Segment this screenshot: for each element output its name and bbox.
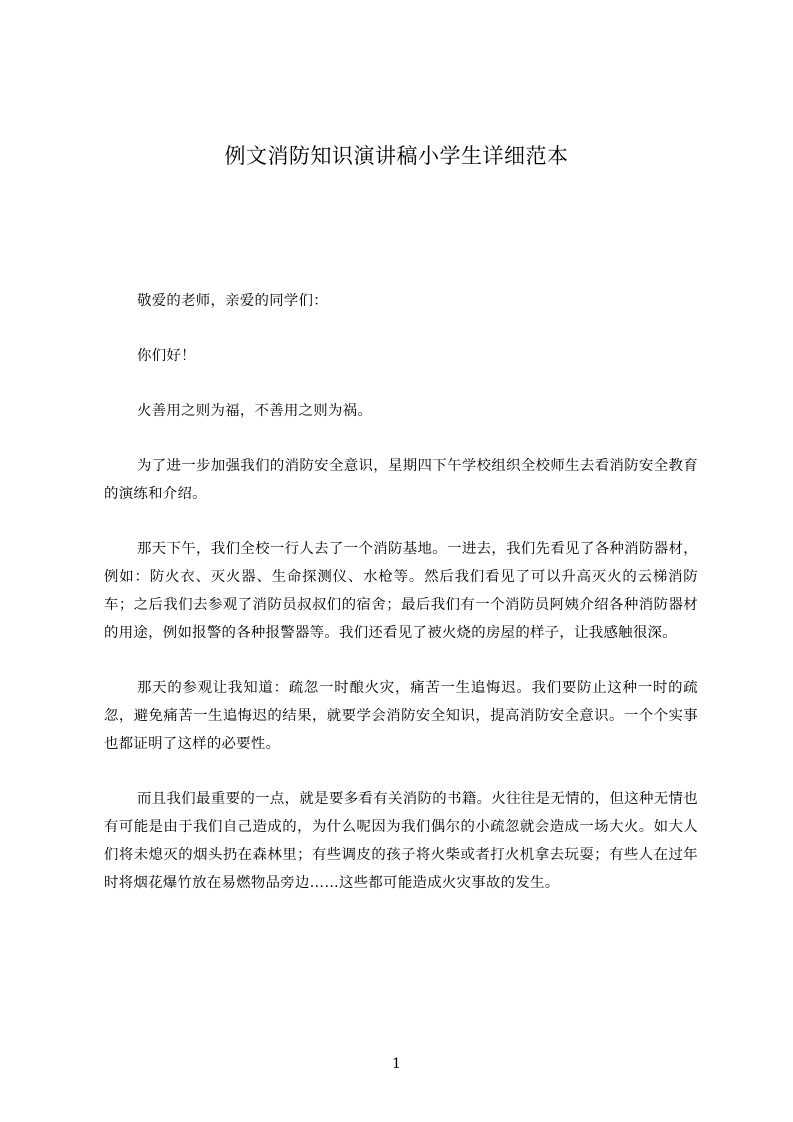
paragraph-visit: 那天下午，我们全校一行人去了一个消防基地。一进去，我们先看见了各种消防器材，例如：防火衣、灭火器、生命探测仪、水枪等。然后我们看见了可以升高灭火的云梯消防车；之后我们去参观了消防员叔叔们的宿舍；最后我们有一个消防员阿姨介绍各种消防器材的用途，例如报警的各种报警器等。我们还看见了被火烧的房屋的样子，让我感触很深。	[104, 541, 698, 641]
paragraph-proverb: 火善用之则为福，不善用之则为祸。	[137, 403, 373, 419]
paragraph-books: 而且我们最重要的一点，就是要多看有关消防的书籍。火往往是无情的，但这种无情也有可能是由于我们自己造成的，为什么呢因为我们偶尔的小疏忽就会造成一场大火。如大人们将未熄灭的烟头扔在森林里；有些调皮的孩子将火柴或者打火机拿去玩耍；有些人在过年时将烟花爆竹放在易燃物品旁边……这些都可能造成火灾事故的发生。	[104, 791, 698, 891]
paragraph-greeting: 敬爱的老师，亲爱的同学们：	[137, 293, 328, 309]
paragraph-hello: 你们好！	[137, 348, 196, 364]
document-title: 例文消防知识演讲稿小学生详细范本	[224, 144, 569, 168]
document-body	[104, 287, 698, 924]
page-number: 1	[392, 1056, 401, 1072]
paragraph-lesson: 那天的参观让我知道：疏忽一时酿火灾，痛苦一生追悔迟。我们要防止这种一时的疏忽，避免痛苦一生追悔迟的结果，就要学会消防安全知识，提高消防安全意识。一个个实事也都证明了这样的必要性。	[104, 680, 698, 752]
paragraph-intro: 为了进一步加强我们的消防安全意识，星期四下午学校组织全校师生去看消防安全教育的演练和介绍。	[104, 458, 698, 502]
